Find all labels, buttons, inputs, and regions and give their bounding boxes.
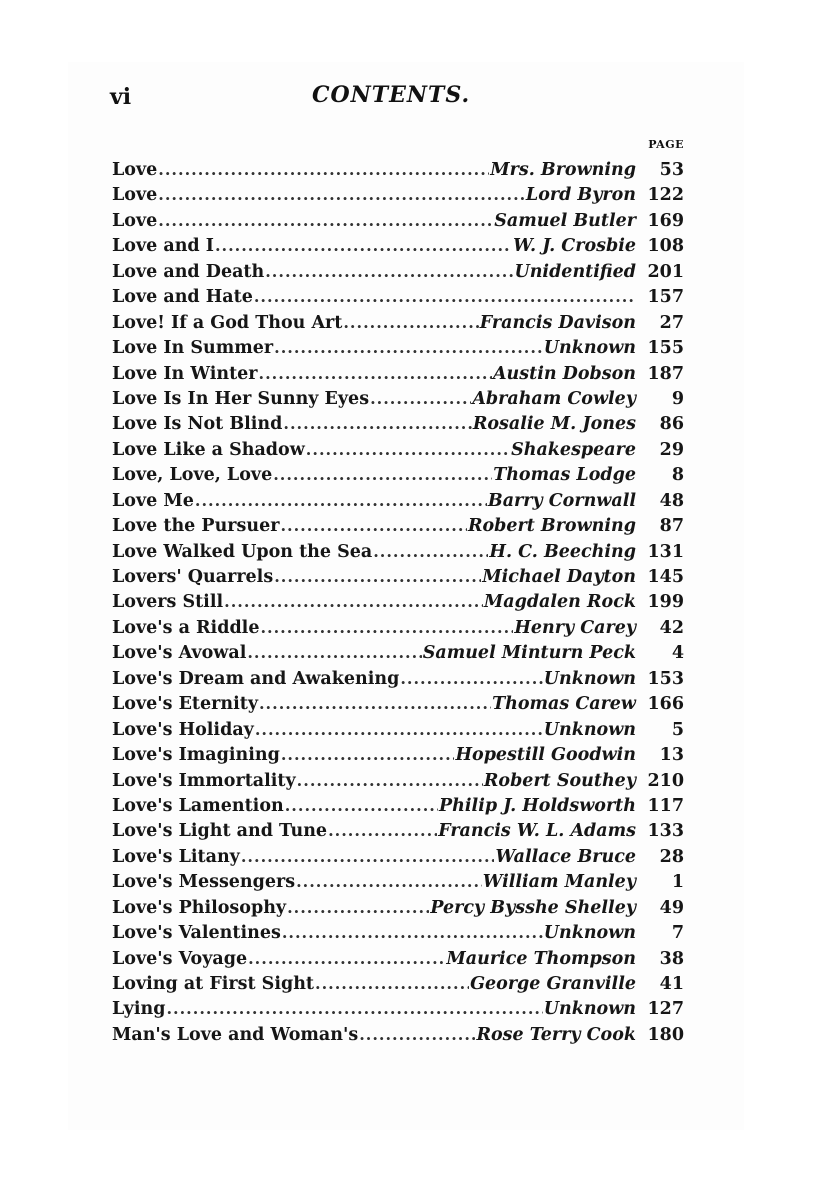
entry-title: Lovers Still	[112, 592, 224, 613]
toc-entry	[112, 1025, 684, 1050]
entry-author: Philip J. Holdsworth	[439, 795, 636, 816]
entry-page: 122	[647, 185, 684, 206]
toc-entry	[112, 236, 684, 261]
entry-page: 27	[659, 312, 684, 333]
entry-author: W. J. Crosbie	[513, 236, 636, 257]
entry-author: Francis W. L. Adams	[438, 821, 636, 842]
entry-author: H. C. Beeching	[489, 541, 636, 562]
entry-author: Unknown	[543, 338, 636, 359]
toc-entry	[112, 771, 684, 796]
toc-entry	[112, 491, 684, 516]
entry-title: Love's Holiday	[112, 719, 254, 740]
entry-page: 199	[647, 592, 684, 613]
entry-author: Austin Dobson	[492, 363, 636, 384]
entry-page: 41	[659, 974, 684, 994]
entry-title: Lovers' Quarrels	[112, 567, 274, 587]
dot-leader	[297, 771, 483, 790]
dot-leader	[255, 720, 543, 739]
entry-author: Henry Carey	[514, 617, 636, 638]
toc-entry	[112, 949, 684, 974]
entry-title: Love In Summer	[112, 338, 274, 359]
entry-page: 127	[647, 999, 684, 1020]
entry-title: Love's Valentines	[112, 923, 281, 944]
entry-author: William Manley	[482, 872, 636, 893]
entry-page: 155	[647, 338, 684, 359]
entry-page: 49	[659, 897, 684, 918]
entry-title: Love's Lamention	[112, 795, 284, 816]
dot-leader	[158, 160, 489, 179]
entry-page: 169	[647, 210, 684, 231]
entry-page: 8	[671, 465, 684, 486]
entry-author: Shakespeare	[511, 439, 636, 460]
entry-page: 131	[647, 541, 684, 562]
entry-author: Rose Terry Cook	[476, 1024, 636, 1045]
entry-page: 42	[659, 617, 684, 638]
dot-leader	[259, 364, 492, 383]
entry-page: 87	[659, 516, 684, 537]
entry-author: Thomas Carew	[492, 694, 636, 715]
entry-page: 28	[659, 846, 684, 867]
entry-page: 117	[647, 795, 684, 816]
contents-list	[112, 160, 684, 1050]
toc-entry	[112, 898, 684, 923]
entry-page: 180	[647, 1024, 684, 1045]
entry-page: 29	[659, 439, 684, 460]
dot-leader	[315, 974, 469, 993]
dot-leader	[158, 185, 525, 204]
entry-title: Love Is In Her Sunny Eyes	[112, 388, 370, 409]
entry-page: 153	[647, 668, 684, 689]
entry-page: 201	[647, 261, 684, 282]
entry-title: Love's Litany	[112, 846, 240, 867]
entry-title: Love! If a God Thou Art	[112, 312, 343, 333]
toc-entry	[112, 364, 684, 389]
entry-author: Lord Byron	[525, 185, 636, 206]
dot-leader	[343, 313, 478, 332]
entry-author: Michael Dayton	[482, 567, 636, 587]
dot-leader	[224, 592, 483, 611]
dot-leader	[158, 211, 493, 230]
entry-title: Love Like a Shadow	[112, 439, 305, 460]
dot-leader	[373, 542, 488, 561]
entry-author: Unknown	[543, 999, 636, 1020]
entry-page: 9	[671, 388, 684, 409]
dot-leader	[215, 236, 512, 255]
entry-page: 1	[671, 872, 684, 893]
entry-page: 210	[647, 770, 684, 791]
page-column-label: PAGE	[648, 138, 684, 151]
entry-author: Rosalie M. Jones	[472, 414, 636, 435]
entry-author: Robert Browning	[467, 516, 636, 537]
toc-entry	[112, 185, 684, 210]
dot-leader	[400, 669, 542, 688]
dot-leader	[241, 847, 495, 866]
entry-page: 187	[647, 363, 684, 384]
dot-leader	[282, 923, 543, 942]
toc-entry	[112, 287, 684, 312]
toc-entry	[112, 262, 684, 287]
dot-leader	[370, 389, 471, 408]
dot-leader	[285, 796, 438, 815]
entry-author: Samuel Butler	[494, 210, 636, 231]
dot-leader	[274, 338, 543, 357]
entry-author: Maurice Thompson	[446, 948, 636, 969]
dot-leader	[359, 1025, 475, 1044]
entry-title: Love	[112, 160, 158, 180]
entry-author: Samuel Minturn Peck	[422, 643, 636, 664]
toc-entry	[112, 720, 684, 745]
entry-page: 4	[671, 643, 684, 664]
toc-entry	[112, 516, 684, 541]
entry-author: Hopestill Goodwin	[455, 745, 636, 766]
dot-leader	[259, 694, 491, 713]
entry-title: Love, Love, Love	[112, 465, 273, 486]
toc-entry	[112, 465, 684, 490]
entry-title: Love the Pursuer	[112, 516, 280, 537]
entry-author: Unknown	[543, 719, 636, 740]
toc-entry	[112, 440, 684, 465]
entry-page: 38	[659, 948, 684, 969]
entry-page: 5	[671, 719, 684, 740]
dot-leader	[296, 872, 482, 891]
entry-page: 166	[647, 694, 684, 715]
entry-page: 53	[659, 160, 684, 180]
entry-title: Love's Eternity	[112, 694, 258, 715]
entry-author: Barry Cornwall	[487, 490, 636, 511]
toc-entry	[112, 923, 684, 948]
running-title: CONTENTS.	[312, 82, 471, 108]
dot-leader	[195, 491, 487, 510]
page-number: vi	[110, 84, 132, 110]
toc-entry	[112, 643, 684, 668]
entry-title: Love Walked Upon the Sea	[112, 541, 373, 562]
toc-entry	[112, 542, 684, 567]
toc-entry	[112, 338, 684, 363]
dot-leader	[281, 745, 455, 764]
entry-page: 86	[659, 414, 684, 435]
entry-title: Love and Hate	[112, 287, 253, 308]
toc-entry	[112, 974, 684, 999]
entry-title: Love	[112, 185, 158, 206]
toc-entry	[112, 694, 684, 719]
entry-title: Love's Dream and Awakening	[112, 668, 400, 689]
toc-entry	[112, 669, 684, 694]
entry-author: Wallace Bruce	[495, 846, 636, 867]
entry-title: Love's Immortality	[112, 770, 296, 791]
dot-leader	[273, 465, 492, 484]
entry-title: Lying	[112, 999, 166, 1020]
entry-title: Love	[112, 210, 158, 231]
entry-title: Love's Imagining	[112, 745, 280, 766]
entry-page: 7	[671, 923, 684, 944]
toc-entry	[112, 618, 684, 643]
entry-author: Percy Bysshe Shelley	[430, 897, 636, 918]
entry-author: Unknown	[543, 923, 636, 944]
toc-entry	[112, 160, 684, 185]
entry-author: Francis Davison	[479, 312, 636, 333]
toc-entry	[112, 592, 684, 617]
dot-leader	[280, 516, 466, 535]
dot-leader	[306, 440, 510, 459]
entry-title: Love and I	[112, 236, 214, 257]
toc-entry	[112, 847, 684, 872]
entry-title: Loving at First Sight	[112, 974, 315, 994]
entry-author: Mrs. Browning	[490, 160, 636, 180]
toc-entry	[112, 872, 684, 897]
dot-leader	[248, 949, 445, 968]
entry-title: Love's Light and Tune	[112, 821, 328, 842]
entry-author: Magdalen Rock	[483, 592, 636, 613]
entry-title: Love In Winter	[112, 363, 258, 384]
dot-leader	[166, 999, 542, 1018]
dot-leader	[328, 821, 437, 840]
toc-entry	[112, 313, 684, 338]
entry-author: Abraham Cowley	[472, 388, 636, 409]
entry-page: 48	[659, 490, 684, 511]
dot-leader	[254, 287, 635, 306]
toc-entry	[112, 414, 684, 439]
entry-title: Love Me	[112, 490, 194, 511]
entry-title: Love's Avowal	[112, 643, 247, 664]
entry-page: 157	[647, 287, 684, 308]
entry-title: Love's a Riddle	[112, 617, 260, 638]
entry-page: 133	[647, 821, 684, 842]
toc-entry	[112, 211, 684, 236]
toc-entry	[112, 796, 684, 821]
entry-title: Love's Philosophy	[112, 897, 287, 918]
dot-leader	[287, 898, 429, 917]
toc-entry	[112, 389, 684, 414]
toc-entry	[112, 745, 684, 770]
entry-title: Man's Love and Woman's	[112, 1024, 359, 1045]
entry-page: 145	[647, 567, 684, 587]
entry-page: 13	[659, 745, 684, 766]
entry-author: Unknown	[543, 668, 636, 689]
entry-page: 108	[647, 236, 684, 257]
entry-title: Love's Voyage	[112, 948, 248, 969]
entry-title: Love and Death	[112, 261, 265, 282]
dot-leader	[260, 618, 513, 637]
entry-author: George Granville	[470, 974, 636, 994]
toc-entry	[112, 821, 684, 846]
entry-author: Unidentified	[514, 261, 636, 282]
entry-title: Love Is Not Blind	[112, 414, 283, 435]
entry-author: Robert Southey	[483, 770, 636, 791]
dot-leader	[247, 643, 421, 662]
dot-leader	[274, 567, 481, 586]
entry-title: Love's Messengers	[112, 872, 296, 893]
dot-leader	[283, 414, 471, 433]
toc-entry	[112, 567, 684, 592]
entry-author: Thomas Lodge	[493, 465, 636, 486]
dot-leader	[265, 262, 513, 281]
toc-entry	[112, 999, 684, 1024]
